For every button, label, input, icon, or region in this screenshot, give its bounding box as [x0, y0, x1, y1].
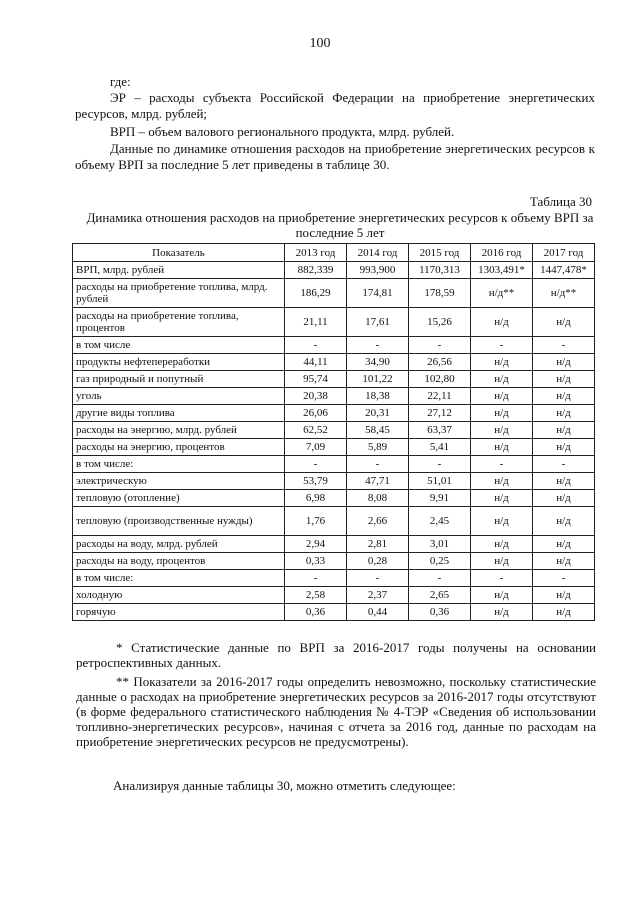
row-value: - [285, 337, 347, 354]
row-value: 993,900 [347, 262, 409, 279]
row-value: - [347, 456, 409, 473]
table-row [73, 405, 595, 422]
row-value: н/д [471, 388, 533, 405]
row-value: - [285, 456, 347, 473]
data-table [72, 243, 595, 621]
row-value: 0,33 [285, 553, 347, 570]
row-label: уголь [73, 388, 285, 405]
table-row [73, 490, 595, 507]
row-value: - [409, 337, 471, 354]
row-value: н/д [533, 490, 595, 507]
row-label: другие виды топлива [73, 405, 285, 422]
row-value: 34,90 [347, 354, 409, 371]
row-value: 22,11 [409, 388, 471, 405]
row-value: 174,81 [347, 279, 409, 308]
analysis-sentence: Анализируя данные таблицы 30, можно отметить следующее: [113, 778, 456, 793]
table-row [73, 279, 595, 308]
row-value: - [285, 570, 347, 587]
footnote-missing-data: ** Показатели за 2016-2017 годы определить невозможно, поскольку статистические данные о расходах на приобретение энергетических ресурсов за 2016-2017 годы отсутствуют (в форме федерального статистического наблюдения № 4-ТЭР «Сведения об использовании топливно-энергетических ресурсов», начиная с отчета за 2016 год, данные по расходам на приобретение энергетических ресурсов не предусмотрены). [76, 674, 596, 749]
row-label: расходы на приобретение топлива, процентов [73, 308, 285, 337]
row-label: расходы на воду, процентов [73, 553, 285, 570]
row-value: - [471, 337, 533, 354]
row-value: 2,94 [285, 536, 347, 553]
row-value: н/д** [471, 279, 533, 308]
table-row [73, 262, 595, 279]
row-value: 47,71 [347, 473, 409, 490]
row-value: 0,25 [409, 553, 471, 570]
data-intro-paragraph: Данные по динамике отношения расходов на приобретение энергетических ресурсов к объему ВРП за последние 5 лет приведены в таблице 30. [75, 141, 595, 172]
row-label: газ природный и попутный [73, 371, 285, 388]
row-value: н/д** [533, 279, 595, 308]
row-value: н/д [471, 405, 533, 422]
table-row [73, 354, 595, 371]
row-value: 882,339 [285, 262, 347, 279]
row-value: 51,01 [409, 473, 471, 490]
header-2014: 2014 год [347, 244, 409, 262]
row-value: 1447,478* [533, 262, 595, 279]
row-value: н/д [533, 587, 595, 604]
table-row [73, 587, 595, 604]
row-value: н/д [471, 490, 533, 507]
row-value: 95,74 [285, 371, 347, 388]
row-value: 5,89 [347, 439, 409, 456]
row-value: 9,91 [409, 490, 471, 507]
row-value: 18,38 [347, 388, 409, 405]
table-row [73, 371, 595, 388]
row-label: тепловую (отопление) [73, 490, 285, 507]
er-definition: ЭР – расходы субъекта Российской Федерации на приобретение энергетических ресурсов, млрд. рублей; [75, 90, 595, 121]
row-value: 53,79 [285, 473, 347, 490]
row-value: 0,28 [347, 553, 409, 570]
row-value: н/д [471, 604, 533, 621]
row-value: н/д [471, 354, 533, 371]
row-label: электрическую [73, 473, 285, 490]
row-value: н/д [533, 354, 595, 371]
row-value: 1,76 [285, 507, 347, 536]
row-value: 1303,491* [471, 262, 533, 279]
table-row [73, 388, 595, 405]
row-value: н/д [533, 553, 595, 570]
table-row [73, 337, 595, 354]
table-row [73, 553, 595, 570]
header-indicator: Показатель [73, 244, 285, 262]
row-label: расходы на приобретение топлива, млрд. рублей [73, 279, 285, 308]
row-value: 2,45 [409, 507, 471, 536]
table-caption: Динамика отношения расходов на приобретение энергетических ресурсов к объему ВРП за последние 5 лет [86, 210, 594, 240]
table-row [73, 473, 595, 490]
table-row [73, 422, 595, 439]
table-row [73, 570, 595, 587]
row-value: н/д [471, 553, 533, 570]
table-row [73, 604, 595, 621]
row-value: 0,36 [285, 604, 347, 621]
where-label: где: [110, 74, 131, 89]
header-2017: 2017 год [533, 244, 595, 262]
row-value: - [533, 337, 595, 354]
row-value: н/д [533, 371, 595, 388]
row-value: - [471, 570, 533, 587]
footnote-vrp: * Статистические данные по ВРП за 2016-2017 годы получены на основании ретроспективных данных. [76, 640, 596, 670]
row-value: 2,66 [347, 507, 409, 536]
row-value: 6,98 [285, 490, 347, 507]
row-value: 0,36 [409, 604, 471, 621]
row-value: н/д [533, 388, 595, 405]
row-value: - [347, 337, 409, 354]
row-value: н/д [471, 371, 533, 388]
table-number: Таблица 30 [529, 194, 592, 209]
row-label: в том числе [73, 337, 285, 354]
row-value: 27,12 [409, 405, 471, 422]
row-label: расходы на воду, млрд. рублей [73, 536, 285, 553]
table-row [73, 507, 595, 536]
row-value: - [533, 456, 595, 473]
row-value: 5,41 [409, 439, 471, 456]
row-value: н/д [471, 587, 533, 604]
row-value: н/д [533, 604, 595, 621]
row-value: 1170,313 [409, 262, 471, 279]
row-value: - [409, 570, 471, 587]
table-row [73, 536, 595, 553]
row-value: 63,37 [409, 422, 471, 439]
row-value: - [533, 570, 595, 587]
row-value: 2,37 [347, 587, 409, 604]
row-label: расходы на энергию, процентов [73, 439, 285, 456]
row-value: 15,26 [409, 308, 471, 337]
row-value: 7,09 [285, 439, 347, 456]
row-value: 62,52 [285, 422, 347, 439]
row-value: 20,31 [347, 405, 409, 422]
row-value: 3,01 [409, 536, 471, 553]
row-value: н/д [471, 308, 533, 337]
row-label: ВРП, млрд. рублей [73, 262, 285, 279]
row-value: 101,22 [347, 371, 409, 388]
row-value: 178,59 [409, 279, 471, 308]
row-value: н/д [533, 422, 595, 439]
header-2013: 2013 год [285, 244, 347, 262]
row-value: н/д [471, 439, 533, 456]
row-value: н/д [533, 439, 595, 456]
row-label: расходы на энергию, млрд. рублей [73, 422, 285, 439]
row-label: холодную [73, 587, 285, 604]
row-value: 26,56 [409, 354, 471, 371]
table-header-row [73, 244, 595, 262]
table-row [73, 308, 595, 337]
row-value: н/д [471, 536, 533, 553]
row-value: н/д [471, 422, 533, 439]
row-value: 26,06 [285, 405, 347, 422]
row-value: н/д [533, 405, 595, 422]
row-value: 186,29 [285, 279, 347, 308]
row-value: н/д [533, 507, 595, 536]
vrp-definition: ВРП – объем валового регионального продукта, млрд. рублей. [110, 124, 455, 139]
row-label: в том числе: [73, 456, 285, 473]
page-number: 100 [309, 36, 331, 51]
row-value: - [347, 570, 409, 587]
row-value: 17,61 [347, 308, 409, 337]
row-value: 2,81 [347, 536, 409, 553]
header-2015: 2015 год [409, 244, 471, 262]
row-value: н/д [533, 473, 595, 490]
table-row [73, 456, 595, 473]
row-value: н/д [471, 507, 533, 536]
row-value: 21,11 [285, 308, 347, 337]
row-label: в том числе: [73, 570, 285, 587]
row-label: продукты нефтепереработки [73, 354, 285, 371]
row-value: н/д [471, 473, 533, 490]
row-value: - [471, 456, 533, 473]
row-value: н/д [533, 536, 595, 553]
row-value: 44,11 [285, 354, 347, 371]
row-value: н/д [533, 308, 595, 337]
row-label: тепловую (производственные нужды) [73, 507, 285, 536]
row-value: 0,44 [347, 604, 409, 621]
row-value: 2,65 [409, 587, 471, 604]
table-row [73, 439, 595, 456]
row-value: 2,58 [285, 587, 347, 604]
row-value: 20,38 [285, 388, 347, 405]
row-value: - [409, 456, 471, 473]
header-2016: 2016 год [471, 244, 533, 262]
row-value: 58,45 [347, 422, 409, 439]
row-value: 102,80 [409, 371, 471, 388]
row-value: 8,08 [347, 490, 409, 507]
table-body [73, 262, 595, 621]
row-label: горячую [73, 604, 285, 621]
